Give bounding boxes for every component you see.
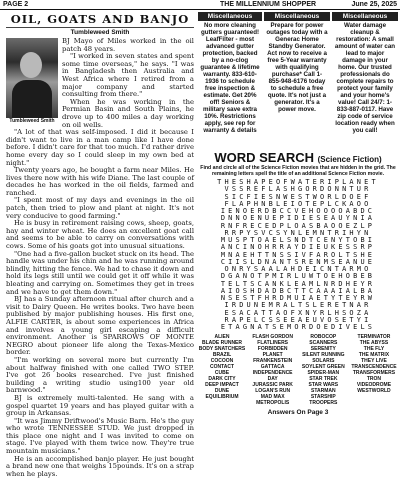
grid-row: RRPYSVCSYNLEMNTRIHYN	[224, 228, 372, 237]
word-list-item: DARK CITY	[208, 376, 236, 383]
word-list-item: THE MATRIX	[358, 352, 390, 359]
word-list-item: SCANNERS	[309, 340, 338, 347]
page-header	[0, 0, 400, 9]
grid-row: ANCINOHRRAYDIEUKESSRP	[220, 243, 376, 252]
author-photo	[6, 38, 58, 126]
article-paragraph: BJ has a Sunday afternoon ritual after church and a visit to Dairy Queen. He writes books. Two have been published by major publishing houses. His first one, ALFIE CARTER, is about some experiences in Africa and involves a young girl escaping a difficult environment. Another is SPARROWS OF MONTE NEGRO about pioneer life along the Texas-Mexico border.	[6, 295, 194, 357]
classified-heading: Miscellaneous	[198, 12, 262, 21]
word-list-item: STARSHIP TROOPERS	[309, 394, 338, 407]
article-paragraph: BJ is extremely multi-talented. He sang with a gospel quartet 19 years and has played guitar with a group in Arkansas.	[6, 393, 194, 418]
grid-row: SICFIESNWESTWORLDOEF	[224, 192, 372, 201]
page-number: PAGE 2	[3, 1, 29, 8]
classified-text: Water damage cleanup & restoration: A small amount of water can lead to major damage in your home. Our trusted professionals do complete repairs to protect your family and your home's value! Call 24/7: 1-833-887-0117. Have zip code of service location ready when you call!	[334, 22, 396, 134]
word-list-item: LOGAN'S RUN	[255, 388, 291, 395]
word-list-column	[249, 334, 297, 406]
classified-ad-1	[198, 12, 262, 150]
word-list-item: METROPOLIS	[256, 400, 290, 407]
word-search-subtitle: (Science Fiction)	[317, 155, 382, 164]
word-list-item: SOYLENT GREEN	[301, 364, 345, 371]
word-list-item: CONTACT	[209, 364, 235, 371]
word-list-item: TRANSFORMERS	[352, 370, 396, 377]
grid-row: VSSREFLASHGORDONNTUR	[224, 185, 372, 194]
word-list-item: TRON	[366, 376, 382, 383]
word-search-puzzle	[198, 150, 398, 416]
article-paragraph: "One had a five-gallon bucket stuck on its head. The handle was under his chin and he was running around blindly, hitting the fence. We had to chase it down and hold its legs still until we could get it off while it was bleating and carrying on. Sometimes they get in trees and we have to get them down."	[6, 249, 194, 296]
word-list-item: MAD MAX	[260, 394, 285, 401]
word-list-item: ROBOCOP	[310, 334, 337, 341]
article-paragraph: He is busy in retirement raising cows, sheep, goats, hay and winter wheat. He does an excellent goat call and seems to be able to carry on conversations with cows. Some of his goats got into unusual situations.	[6, 219, 194, 251]
article-paragraph: When he was working in the Permian Basin and South Plains, he drove up to 400 miles a day working on oil wells.	[62, 97, 194, 129]
word-list-item: GATTACA	[260, 364, 285, 371]
word-list-item: DUNE	[214, 388, 230, 395]
word-list-item: ALIEN	[214, 334, 230, 341]
article-column	[6, 10, 194, 478]
grid-row: DNNOENUEPIDIESEAUYNIA	[220, 214, 376, 223]
article-paragraph: He is an accomplished banjo player. He just bought a brand new one that weighs 15pounds. It's on a strap when he plays.	[6, 454, 194, 478]
right-column	[198, 10, 398, 417]
article-paragraph: Twenty years ago, he bought a farm near Miles. He lives there now with his wife Diane. The last couple of decades he has worked in the oil fields, farmed and ranched.	[6, 166, 194, 197]
word-list-item: THEY LIVE	[361, 358, 387, 365]
classified-text: No more cleaning gutters guaranteed! LeafFilter - most advanced gutter protection, backed by a no-clog guarantee & lifetime warranty. 833-610-1936 to schedule free inspection & estimate. Get 20% off! Seniors & military save extra 10%. Restrictions apply, see rep for warranty & details	[200, 22, 260, 134]
grid-row: AIOSHDADBCTTCAAAIALBA	[220, 286, 376, 295]
article-paragraph: "I spent most of my days and evenings in the oil patch, then tried to plow and plant at night. It's not very conducive to good farming."	[6, 196, 194, 220]
word-list-item: BRAZIL	[212, 352, 232, 359]
word-search-title	[198, 150, 398, 165]
word-list-item: DEEP IMPACT	[205, 382, 239, 389]
grid-row: ETAGNATSEMORDOEDIVELS	[220, 323, 376, 331]
word-search-heading: WORD SEARCH	[214, 150, 315, 165]
word-list-item: TERMINATOR	[357, 334, 391, 341]
letter-grid	[203, 179, 393, 331]
classified-ad-2	[264, 12, 330, 150]
article-paragraph: "I worked in seven states and spent some time overseas," he says. "I was in Bangladesh then Australia and West Africa where I retired from a major company and started consulting from there."	[62, 52, 194, 99]
grid-row: CIISLDNANTSRENMSEANUE	[220, 257, 376, 266]
grid-row: MUSPTOAELSNDTCENYTOBI	[220, 236, 376, 244]
word-list-item: JURASSIC PARK	[252, 382, 293, 389]
word-list-item: SPIDER-MAN	[307, 370, 340, 377]
grid-row: IENOERDBCCVEHOOOOABDC	[220, 207, 376, 215]
answers-note: Answers On Page 3	[267, 409, 329, 417]
issue-date: June 25, 2025	[351, 1, 397, 8]
classified-ad-3	[332, 12, 398, 150]
classified-heading: Miscellaneous	[264, 12, 330, 21]
grid-row: ONRYSAALAHDEICNTARMO	[224, 265, 372, 273]
word-list-item: VIDEODROME	[356, 382, 392, 389]
word-list-item: SERENITY	[310, 346, 336, 353]
word-list-column	[299, 334, 347, 406]
article-title: OIL, GOATS AND BANJO	[6, 12, 194, 28]
word-list-item: THE ABYSS	[359, 340, 389, 347]
word-list-item: FLASH GORDON	[252, 334, 293, 341]
author-portrait	[6, 38, 58, 118]
word-list-item: STAR TREK	[309, 376, 338, 383]
grid-row: FLAPHNBLEIOTEPLCKAOO	[224, 199, 372, 208]
photo-caption: Tumbleweed Smith	[9, 118, 55, 124]
grid-row: MNAEHTTNSSIVFAROLTSHE	[220, 250, 376, 259]
word-list	[198, 334, 398, 406]
grid-row: THESHAPEOFWATERIPLANET	[217, 178, 379, 186]
article-paragraph: "It was Jimmy Driftwood's Music Barn. He's the guy who wrote TENNESSEE STUD. We just dropped in this place one night and I was invited to come on stage. I've played with them twice now. They're true mountain musicians."	[6, 416, 194, 456]
article-byline: Tumbleweed Smith	[70, 29, 130, 36]
word-list-item: INDEPENDENCE DAY	[252, 370, 293, 383]
word-list-item: SOLARIS	[312, 358, 335, 365]
grid-row: ESACATTAOFXNYRLHSOZA	[224, 308, 372, 317]
paper-name: THE MILLENNIUM SHOPPER	[220, 1, 317, 8]
word-list-column	[198, 334, 246, 406]
word-list-item: STARMAN	[310, 388, 336, 395]
classified-text: Prepare for power outages today with a Generac Home Standby Generator. Act now to receive a free 5-Year warranty with qualifying purchase* Call 1-855-948-6176 today to schedule a free quote. It's not just a generator. It's a power move.	[266, 22, 328, 113]
classified-heading: Miscellaneous	[332, 12, 398, 21]
grid-row: NSESTFHRDMUIAETYTEYRW	[220, 294, 376, 302]
grid-row: RNFRECEDPLOASBAOOEZLP	[220, 221, 376, 230]
word-list-item: SILENT RUNNING	[302, 352, 345, 359]
word-list-item: CUBE	[214, 370, 230, 377]
grid-row: DGANOTPMIRLUWTOEHOBEB	[220, 272, 376, 281]
word-search-instructions: Find and circle all of the Science Fiction movies that are hidden in the grid. The remaining letters spell the title of an additional Science Fiction movie.	[200, 165, 396, 177]
grid-row: RAPELCSSEEAEUVOSETYI	[224, 315, 372, 324]
word-list-column	[350, 334, 398, 406]
word-list-item: FORBIDDEN PLANET	[257, 346, 288, 359]
article-paragraph: "I'm working on several more but currently I'm about halfway finished with one called TWO STEP. I've got 26 books researched. I've just finished building a writing studio using100 year old barnwood."	[6, 355, 194, 395]
grid-row: TELTSCANKLEAMLNRDHEYR	[220, 279, 376, 288]
word-list-item: WESTWORLD	[357, 388, 391, 395]
word-list-item: FRANKENSTEIN	[253, 358, 293, 365]
word-list-item: STAR WARS	[308, 382, 339, 389]
article-paragraph: BJ Mayo of Miles worked in the oil patch 48 years.	[62, 37, 194, 53]
word-list-item: BODY SNATCHERS	[198, 346, 246, 353]
article-paragraph: "A lot of that was self-imposed. I did it because I didn't want to live in a man camp like I have done before. I didn't care for that too much. I'd rather drive home every day so I could sleep in my own bed at night."	[6, 128, 194, 167]
word-list-item: TRANSCENDENCE	[351, 364, 397, 371]
word-list-item: COCOON	[210, 358, 234, 365]
word-list-item: EQUILIBRIUM	[205, 394, 239, 401]
word-list-item: THE FLY	[363, 346, 385, 353]
word-list-item: FLATLINERS	[257, 340, 289, 347]
grid-row: IRDUNEMRALTSLERETNAR	[224, 301, 372, 310]
word-list-item: BLADE RUNNER	[202, 340, 242, 347]
